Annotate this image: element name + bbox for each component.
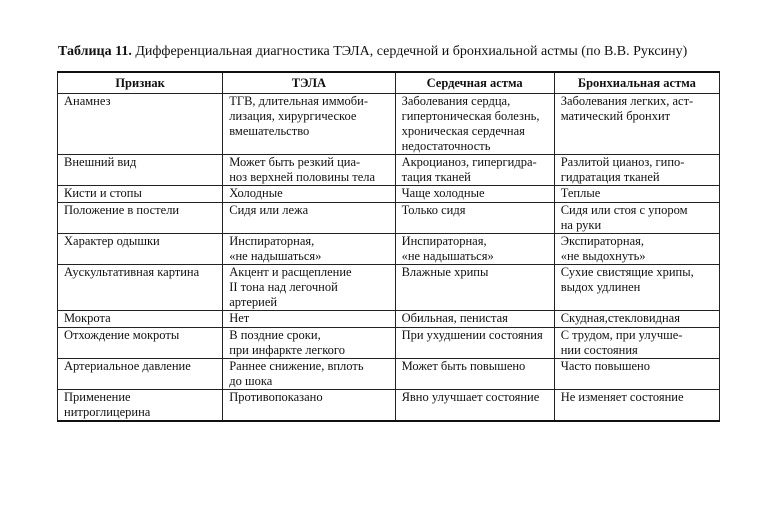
- cell-pe: Сидя или лежа: [223, 203, 395, 234]
- cell-pe: В поздние сроки, при инфаркте легкого: [223, 328, 395, 359]
- cell-pe: Может быть резкий циа- ноз верхней половины тела: [223, 155, 395, 186]
- cell-bronchial-asthma: Скудная,стекловидная: [554, 311, 719, 328]
- table-row: [58, 265, 720, 311]
- table-body: [58, 94, 720, 422]
- cell-sign: Отхождение мокроты: [58, 328, 223, 359]
- cell-pe: Нет: [223, 311, 395, 328]
- table-header: [58, 72, 720, 94]
- header-bronchial-asthma: Бронхиальная астма: [554, 72, 719, 94]
- cell-sign: Внешний вид: [58, 155, 223, 186]
- table-header-row: [58, 72, 720, 94]
- table-row: [58, 94, 720, 155]
- cell-sign: Мокрота: [58, 311, 223, 328]
- cell-bronchial-asthma: Не изменяет состояние: [554, 390, 719, 422]
- header-pe: ТЭЛА: [223, 72, 395, 94]
- table-row: [58, 155, 720, 186]
- table-caption-title: Дифференциальная диагностика ТЭЛА, сердечной и бронхиальной астмы (по В.В. Руксину): [131, 44, 688, 59]
- table-caption: [58, 44, 687, 60]
- cell-sign: Характер одышки: [58, 234, 223, 265]
- cell-bronchial-asthma: Часто повышено: [554, 359, 719, 390]
- cell-bronchial-asthma: Экспираторная, «не выдохнуть»: [554, 234, 719, 265]
- table-row: [58, 203, 720, 234]
- cell-pe: Инспираторная, «не надышаться»: [223, 234, 395, 265]
- cell-bronchial-asthma: Сидя или стоя с упором на руки: [554, 203, 719, 234]
- cell-bronchial-asthma: Разлитой цианоз, гипо- гидратация тканей: [554, 155, 719, 186]
- header-cardiac-asthma: Сердечная астма: [395, 72, 554, 94]
- cell-sign: Анамнез: [58, 94, 223, 155]
- cell-pe: ТГВ, длительная иммоби- лизация, хирургическое вмешательство: [223, 94, 395, 155]
- differential-diagnosis-table: [57, 71, 720, 422]
- table-row: [58, 311, 720, 328]
- cell-cardiac-asthma: Влажные хрипы: [395, 265, 554, 311]
- cell-cardiac-asthma: Чаще холодные: [395, 186, 554, 203]
- cell-sign: Применение нитроглицерина: [58, 390, 223, 422]
- table-caption-number: Таблица 11.: [58, 44, 132, 59]
- cell-bronchial-asthma: Заболевания легких, аст- матический бронхит: [554, 94, 719, 155]
- cell-bronchial-asthma: С трудом, при улучше- нии состояния: [554, 328, 719, 359]
- cell-cardiac-asthma: Заболевания сердца, гипертоническая болезнь, хроническая сердечная недостаточность: [395, 94, 554, 155]
- cell-pe: Раннее снижение, вплоть до шока: [223, 359, 395, 390]
- table-row: [58, 234, 720, 265]
- cell-sign: Артериальное давление: [58, 359, 223, 390]
- table-row: [58, 390, 720, 422]
- cell-cardiac-asthma: Явно улучшает состояние: [395, 390, 554, 422]
- header-sign: Признак: [58, 72, 223, 94]
- cell-sign: Положение в постели: [58, 203, 223, 234]
- cell-cardiac-asthma: Акроцианоз, гипергидра- тация тканей: [395, 155, 554, 186]
- cell-pe: Акцент и расщепление II тона над легочной артерией: [223, 265, 395, 311]
- cell-bronchial-asthma: Сухие свистящие хрипы, выдох удлинен: [554, 265, 719, 311]
- table-row: [58, 186, 720, 203]
- cell-sign: Кисти и стопы: [58, 186, 223, 203]
- cell-bronchial-asthma: Теплые: [554, 186, 719, 203]
- cell-pe: Холодные: [223, 186, 395, 203]
- cell-cardiac-asthma: При ухудшении состояния: [395, 328, 554, 359]
- table-row: [58, 328, 720, 359]
- table-row: [58, 359, 720, 390]
- cell-cardiac-asthma: Может быть повышено: [395, 359, 554, 390]
- cell-cardiac-asthma: Обильная, пенистая: [395, 311, 554, 328]
- cell-cardiac-asthma: Только сидя: [395, 203, 554, 234]
- cell-cardiac-asthma: Инспираторная, «не надышаться»: [395, 234, 554, 265]
- cell-pe: Противопоказано: [223, 390, 395, 422]
- cell-sign: Аускультативная картина: [58, 265, 223, 311]
